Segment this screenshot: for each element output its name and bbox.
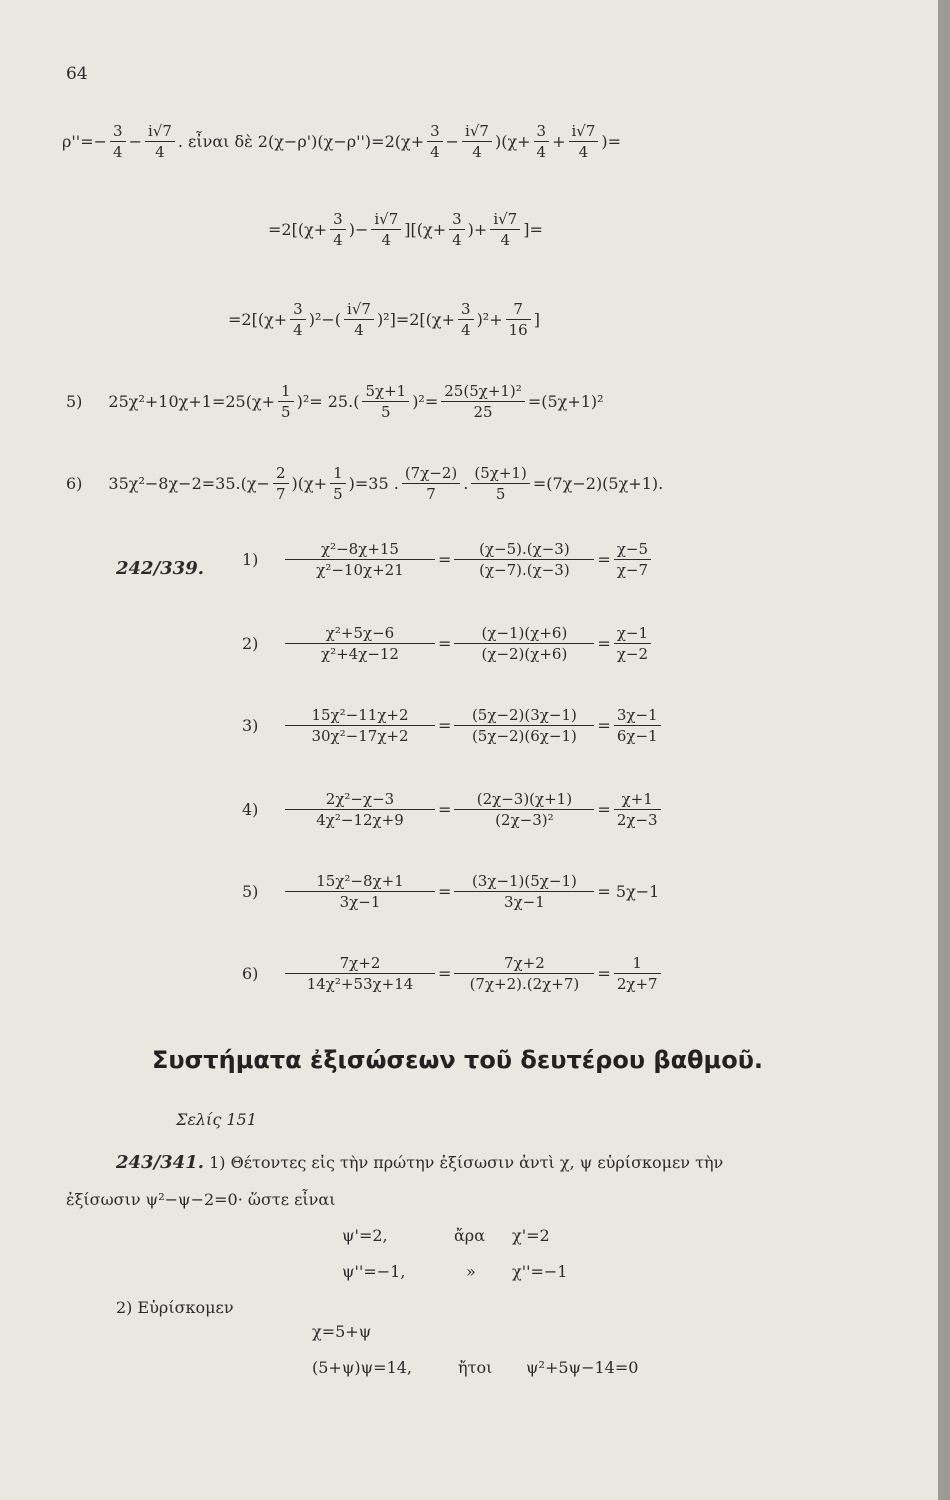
itoi-word: ἤτοι: [458, 1358, 493, 1377]
equation-psi-b: ψ²+5ψ−14=0: [526, 1358, 639, 1377]
fraction: $\frac{2}{7}$: [273, 464, 289, 503]
fraction: $\frac{\text{χ²−8χ+15}}{\text{χ²−10χ+21}}$: [285, 540, 435, 579]
exercise-243-line-1: 243/341. 1) Θέτοντες εἰς τὴν πρώτην ἐξίσωσιν ἀντὶ χ, ψ εὑρίσκομεν τὴν: [116, 1152, 724, 1173]
fraction: $\frac{(2\chi-3)(\chi+1)}{\text{(2χ−3)²}}$: [454, 790, 594, 829]
fraction: $\frac{\text{χ²+5χ−6}}{\text{χ²+4χ−12}}$: [285, 624, 435, 663]
page-edge: [938, 0, 950, 1500]
fraction: $\frac{i√7}{4}$: [371, 210, 401, 249]
fraction: $\frac{7}{16}$: [506, 300, 531, 339]
fraction: $\frac{3}{4}$: [330, 210, 346, 249]
fraction: $\frac{(\chi-5).(\chi-3)}{(\chi-7).(\chi-3)}$: [454, 540, 594, 579]
exercise-242-item-5: 5) $\frac{\text{15χ²−8χ+1}}{3\chi-1}$ = $\frac{(3\chi-1)(5\chi-1)}{3\chi-1}$ = 5χ−1: [242, 872, 660, 911]
fraction: $\frac{i√7}{4}$: [569, 122, 599, 161]
equation-line-2: =2[(χ+ $\frac{3}{4}$ )− $\frac{i√7}{4}$ ][(χ+ $\frac{3}{4}$ )+ $\frac{i√7}{4}$ ]=: [268, 210, 543, 249]
root-psi-2: ψ''=−1,: [342, 1262, 406, 1281]
fraction: $\frac{i√7}{4}$: [344, 300, 374, 339]
fraction: $\frac{i√7}{4}$: [490, 210, 520, 249]
fraction: $\frac{\chi+1}{2\chi-3}$: [614, 790, 661, 829]
root-psi-1: ψ'=2,: [342, 1226, 388, 1245]
exercise-242-item-6: 6) $\frac{7\chi+2}{\text{14χ²+53χ+14}}$ = $\frac{7\chi+2}{(7\chi+2).(2\chi+7)}$ = $\frac{1}{2\chi+7}$: [242, 954, 664, 993]
fraction: $\frac{3}{4}$: [458, 300, 474, 339]
fraction: $\frac{\text{15χ²−11χ+2}}{\text{30χ²−17χ+2}}$: [285, 706, 435, 745]
fraction: $\frac{i√7}{4}$: [462, 122, 492, 161]
exercise-243-line-2: ἐξίσωσιν ψ²−ψ−2=0· ὥστε εἶναι: [66, 1190, 336, 1209]
fraction: $\frac{\chi-5}{\chi-7}$: [614, 540, 651, 579]
fraction: $\frac{5\chi+1}{5}$: [362, 382, 409, 421]
ara-word: ἄρα: [454, 1226, 486, 1245]
fraction: $\frac{\chi-1}{\chi-2}$: [614, 624, 651, 663]
equation-chi: χ=5+ψ: [312, 1322, 372, 1341]
fraction: $\frac{3}{4}$: [534, 122, 550, 161]
fraction: $\frac{(5\chi+1)}{5}$: [471, 464, 529, 503]
fraction: $\frac{i√7}{4}$: [145, 122, 175, 161]
exercise-242-item-3: 3) $\frac{\text{15χ²−11χ+2}}{\text{30χ²−17χ+2}}$ = $\frac{(5\chi-2)(3\chi-1)}{(5\chi-2)(6\chi-1)}$ = $\frac{3\chi-1}{6\chi-1}$: [242, 706, 664, 745]
page-reference: Σελίς 151: [176, 1110, 257, 1129]
exercise-242-item-1: 1) $\frac{\text{χ²−8χ+15}}{\text{χ²−10χ+21}}$ = $\frac{(\chi-5).(\chi-3)}{(\chi-7).(\chi-3)}$ = $\frac{\chi-5}{\chi-7}$: [242, 540, 654, 579]
fraction: $\frac{\text{2χ²−χ−3}}{\text{4χ²−12χ+9}}$: [285, 790, 435, 829]
root-chi-2: χ''=−1: [512, 1262, 568, 1281]
equation-psi-a: (5+ψ)ψ=14,: [312, 1358, 413, 1377]
fraction: $\frac{7\chi+2}{\text{14χ²+53χ+14}}$: [285, 954, 435, 993]
page-number: 64: [66, 64, 88, 84]
fraction: $\frac{\text{15χ²−8χ+1}}{3\chi-1}$: [285, 872, 435, 911]
fraction: $\frac{3}{4}$: [427, 122, 443, 161]
fraction: $\frac{1}{2\chi+7}$: [614, 954, 661, 993]
fraction: $\frac{1}{5}$: [330, 464, 346, 503]
fraction: $\frac{(\chi-1)(\chi+6)}{(\chi-2)(\chi+6)}$: [454, 624, 594, 663]
fraction: $\frac{3}{4}$: [290, 300, 306, 339]
fraction: $\frac{1}{5}$: [278, 382, 294, 421]
equation-line-6: 6) 35χ²−8χ−2=35.(χ− $\frac{2}{7}$ )(χ+ $\frac{1}{5}$ )=35 . $\frac{(7\chi-2)}{7}$ . $\frac{(5\chi+1)}{5}$ =(7χ−2)(5χ+1).: [66, 464, 664, 503]
fraction: $\frac{3\chi-1}{6\chi-1}$: [614, 706, 661, 745]
exercise-243-part-2-label: 2) Εὑρίσκομεν: [116, 1298, 234, 1317]
fraction: $\frac{(5\chi-2)(3\chi-1)}{(5\chi-2)(6\chi-1)}$: [454, 706, 594, 745]
root-chi-1: χ'=2: [512, 1226, 550, 1245]
fraction: $\frac{(7\chi-2)}{7}$: [402, 464, 460, 503]
fraction: $\frac{3}{4}$: [449, 210, 465, 249]
fraction: $\frac{7\chi+2}{(7\chi+2).(2\chi+7)}$: [454, 954, 594, 993]
exercise-242-ref: 242/339.: [116, 558, 204, 579]
equation-line-3: =2[(χ+ $\frac{3}{4}$ )²−( $\frac{i√7}{4}$ )²]=2[(χ+ $\frac{3}{4}$ )²+ $\frac{7}{16}$ ]: [228, 300, 540, 339]
ditto-mark: »: [466, 1262, 476, 1281]
fraction: $\frac{\text{25(5χ+1)²}}{25}$: [441, 382, 525, 421]
equation-line-1: ρ''=− $\frac{3}{4}$ − $\frac{i√7}{4}$ . εἶναι δὲ 2(χ−ρ')(χ−ρ'')=2(χ+ $\frac{3}{4}$ − $\frac{i√7}{4}$ )(χ+ $\frac{3}{4}$ + $\frac{i√7}{4}$ )=: [62, 122, 622, 161]
equation-line-5: 5) 25χ²+10χ+1=25(χ+ $\frac{1}{5}$ )²= 25.( $\frac{5\chi+1}{5}$ )²= $\frac{\text{25(5χ+1)²}}{25}$ =(5χ+1)²: [66, 382, 604, 421]
section-heading: Συστήματα ἐξισώσεων τοῦ δευτέρου βαθμοῦ.: [152, 1046, 764, 1074]
fraction: $\frac{(3\chi-1)(5\chi-1)}{3\chi-1}$: [454, 872, 594, 911]
fraction: $\frac{3}{4}$: [110, 122, 126, 161]
exercise-242-item-2: 2) $\frac{\text{χ²+5χ−6}}{\text{χ²+4χ−12}}$ = $\frac{(\chi-1)(\chi+6)}{(\chi-2)(\chi+6)}$ = $\frac{\chi-1}{\chi-2}$: [242, 624, 654, 663]
exercise-242-item-4: 4) $\frac{\text{2χ²−χ−3}}{\text{4χ²−12χ+9}}$ = $\frac{(2\chi-3)(\chi+1)}{\text{(2χ−3)²}}$ = $\frac{\chi+1}{2\chi-3}$: [242, 790, 664, 829]
